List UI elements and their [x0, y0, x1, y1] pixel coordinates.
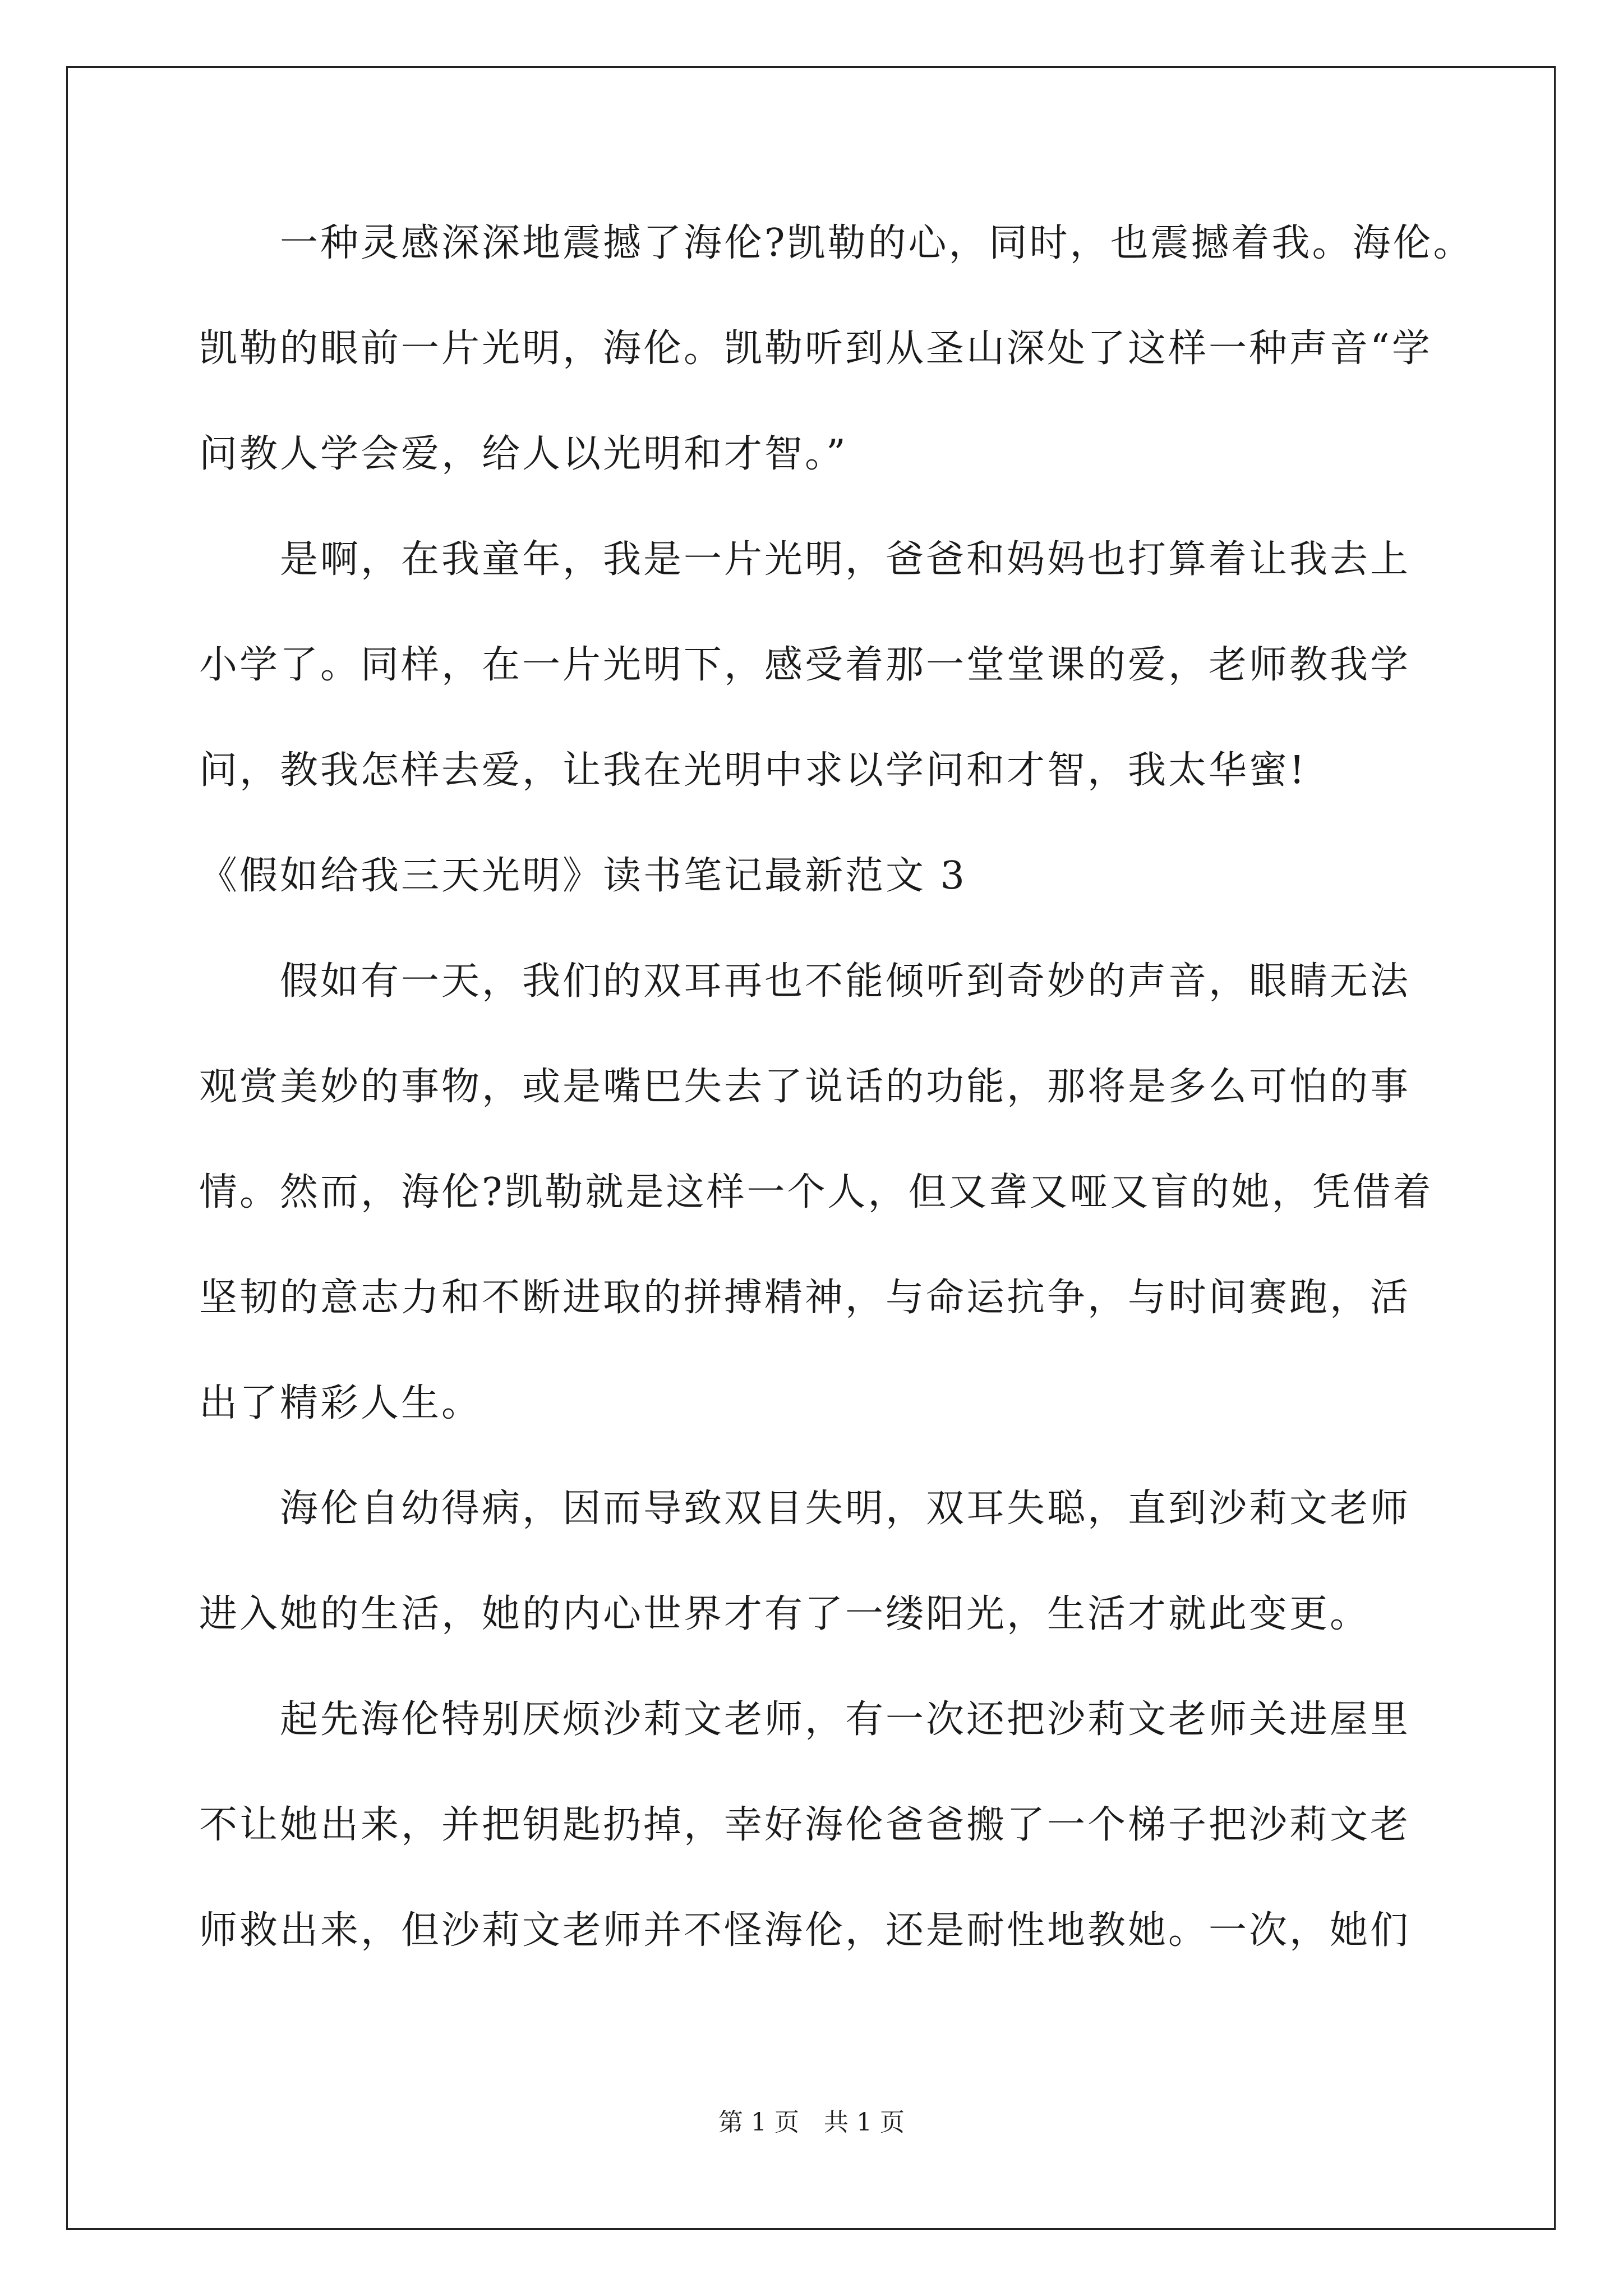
page-border: [66, 66, 1556, 2230]
text-line: 进入她的生活，她的内心世界才有了一缕阳光，生活才就此变更。: [199, 1592, 1371, 1636]
text-line: 坚韧的意志力和不断进取的拼搏精神，与命运抗争，与时间赛跑，活: [199, 1276, 1411, 1320]
text-line: 一种灵感深深地震撼了海伦?凯勒的心，同时，也震撼着我。海伦。: [199, 221, 1474, 265]
text-line: 凯勒的眼前一片光明，海伦。凯勒听到从圣山深处了这样一种声音“学: [199, 326, 1432, 371]
text-line: 问，教我怎样去爱，让我在光明中求以学问和才智，我太华蜜!: [199, 748, 1307, 793]
text-line: 不让她出来，并把钥匙扔掉，幸好海伦爸爸搬了一个梯子把沙莉文老: [199, 1803, 1411, 1847]
text-line: 起先海伦特别厌烦沙莉文老师，有一次还把沙莉文老师关进屋里: [199, 1697, 1411, 1742]
text-line: 师救出来，但沙莉文老师并不怪海伦，还是耐性地教她。一次，她们: [199, 1908, 1411, 1953]
text-line: 观赏美妙的事物，或是嘴巴失去了说话的功能，那将是多么可怕的事: [199, 1065, 1411, 1109]
text-line: 问教人学会爱，给人以光明和才智。”: [199, 432, 848, 476]
page-footer: 第 1 页 共 1 页: [718, 2108, 905, 2137]
text-line: 是啊，在我童年，我是一片光明，爸爸和妈妈也打算着让我去上: [199, 537, 1411, 582]
text-line: 假如有一天，我们的双耳再也不能倾听到奇妙的声音，眼睛无法: [199, 959, 1411, 1004]
text-line: 出了精彩人生。: [199, 1381, 482, 1425]
text-line: 情。然而，海伦?凯勒就是这样一个人，但又聋又哑又盲的她，凭借着: [199, 1170, 1433, 1214]
text-line: 海伦自幼得病，因而导致双目失明，双耳失聪，直到沙莉文老师: [199, 1487, 1411, 1531]
text-line: 小学了。同样，在一片光明下，感受着那一堂堂课的爱，老师教我学: [199, 643, 1411, 687]
section-heading: 《假如给我三天光明》读书笔记最新范文 3: [199, 854, 967, 898]
